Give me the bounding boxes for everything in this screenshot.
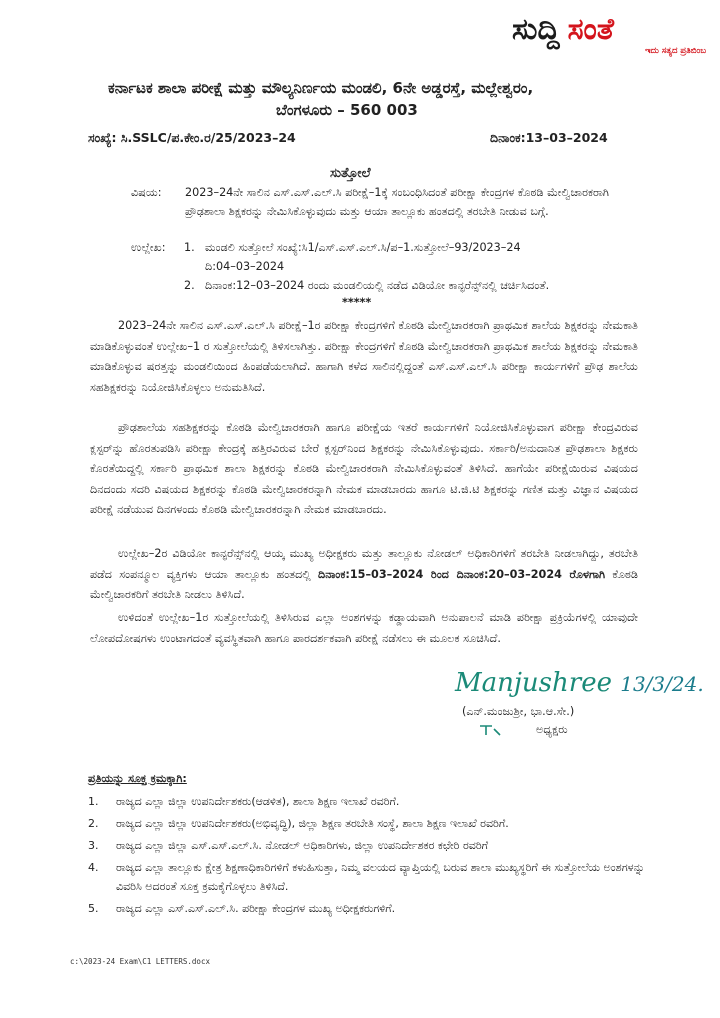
copy-to-item-number: 3. bbox=[88, 839, 99, 852]
copy-to-item bbox=[88, 836, 648, 855]
document-title: ಸುತ್ತೋಲೆ bbox=[330, 166, 371, 181]
copy-to-item-text: ರಾಜ್ಯದ ಎಲ್ಲಾ ತಾಲ್ಲೂಕು ಕ್ಷೇತ್ರ ಶಿಕ್ಷಣಾಧಿಕಾರಿಗಳಿಗೆ ಕಳುಹಿಸುತ್ತಾ, ನಿಮ್ಮ ವಲಯದ ವ್ಯಾಪ್ತಿಯಲ್ಲಿ ಬರುವ ಶಾಲಾ ಮುಖ್ಯಸ್ಥರಿಗೆ ಈ ಸುತ್ತೋಲೆಯ ಅಂಶಗಳನ್ನು ವಿವರಿಸಿ ಅದರಂತೆ ಸೂಕ್ತ ಕ್ರಮಕೈಗೊಳ್ಳಲು ತಿಳಿಸಿದೆ. bbox=[116, 861, 645, 893]
initials-mark bbox=[478, 722, 502, 736]
copy-to-item-number: 2. bbox=[88, 817, 99, 830]
paragraph-4: ಉಳಿದಂತೆ ಉಲ್ಲೇಖ–1ರ ಸುತ್ತೋಲೆಯಲ್ಲಿ ತಿಳಿಸಿರುವ ಎಲ್ಲಾ ಅಂಶಗಳನ್ನು ಕಡ್ಡಾಯವಾಗಿ ಅನುಪಾಲನೆ ಮಾಡಿ ಪರೀಕ್ಷಾ ಪ್ರಕ್ರಿಯೆಗಳಲ್ಲಿ ಯಾವುದೇ ಲೋಪದೋಷಗಳು ಉಂಟಾಗದಂತೆ ವ್ಯವಸ್ಥಿತವಾಗಿ ಹಾಗೂ ಪಾರದರ್ಶಕವಾಗಿ ಪರೀಕ್ಷೆ ನಡೆಸಲು ಈ ಮೂಲಕ ಸೂಚಿಸಿದೆ. bbox=[90, 611, 638, 645]
copy-to-item-number: 5. bbox=[88, 902, 99, 915]
signatory-name: (ಎನ್.ಮಂಜುಶ್ರೀ, ಭಾ.ಆ.ಸೇ.) bbox=[462, 705, 575, 718]
reference-1-number: 1. bbox=[184, 241, 195, 254]
initials-scribble-icon bbox=[478, 723, 502, 737]
paragraph-3-part-b: ಕೊಠಡಿ ಮೇಲ್ವಿಚಾರಕರಿಗೆ ತರಬೇತಿ ನೀಡಲು ತಿಳಿಸಿದೆ. bbox=[90, 567, 638, 601]
copy-to-item bbox=[88, 858, 648, 896]
logo-word-sudhi: ಸುದ್ದಿ bbox=[512, 12, 560, 47]
board-header-line2: ಬೆಂಗಳೂರು – 560 003 bbox=[276, 101, 418, 119]
paragraph-3-part-a: ಉಲ್ಲೇಖ–2ರ ವಿಡಿಯೋ ಕಾನ್ಫರೆನ್ಸ್‌ನಲ್ಲಿ ಆಯ್ಕ ಮುಖ್ಯ ಅಧೀಕ್ಷಕರು ಮತ್ತು ತಾಲ್ಲೂಕು ನೋಡಲ್ ಅಧಿಕಾರಿಗಳಿಗೆ ತರಬೇತಿ ನೀಡಲಾಗಿದ್ದು, ತರಬೇತಿ ಪಡೆದ ಸಂಪನ್ಮೂಲ ವ್ಯಕ್ತಿಗಳು ಆಯಾ ತಾಲ್ಲೂಕು ಹಂತದಲ್ಲಿ bbox=[90, 547, 638, 581]
copy-to-item bbox=[88, 792, 648, 811]
separator-stars: ***** bbox=[342, 296, 372, 309]
paragraph-1: 2023–24ನೇ ಸಾಲಿನ ಎಸ್.ಎಸ್.ಎಲ್.ಸಿ ಪರೀಕ್ಷೆ–1ರ ಪರೀಕ್ಷಾ ಕೇಂದ್ರಗಳಿಗೆ ಕೊಠಡಿ ಮೇಲ್ವಿಚಾರಕರಾಗಿ ಪ್ರಾಥಮಿಕ ಶಾಲೆಯ ಶಿಕ್ಷಕರನ್ನು ನೇಮಕಾತಿ ಮಾಡಿಕೊಳ್ಳುವಂತೆ ಉಲ್ಲೇಖ–1 ರ ಸುತ್ತೋಲೆಯಲ್ಲಿ ತಿಳಿಸಲಾಗಿತ್ತು. ಪರೀಕ್ಷಾ ಕೇಂದ್ರಗಳಿಗೆ ಕೊಠಡಿ ಮೇಲ್ವಿಚಾರಕರಾಗಿ ಪ್ರಾಥಮಿಕ ಶಾಲೆಯ ಶಿಕ್ಷಕರನ್ನು ನೇಮಕಾತಿ ಮಾಡಿಕೊಳ್ಳುವ ಷರತ್ತನ್ನು ಮಂಡಲಿಯಿಂದ ಹಿಂಪಡೆಯಲಾಗಿದೆ. ಹಾಗಾಗಿ ಕಳೆದ ಸಾಲಿನಲ್ಲಿದ್ದಂತೆ ಎಸ್.ಎಸ್.ಎಲ್.ಸಿ ಪರೀಕ್ಷಾ ಕಾರ್ಯಗಳಿಗೆ ಪ್ರೌಢ ಶಾಲೆಯ ಸಹಶಿಕ್ಷಕರನ್ನು ನಿಯೋಜಿಸಿಕೊಳ್ಳಲು ಅನುಮತಿಸಿದೆ. bbox=[90, 319, 638, 394]
paragraph-3 bbox=[90, 544, 638, 606]
copy-to-item bbox=[88, 814, 648, 833]
paragraph-2: ಪ್ರೌಢಶಾಲೆಯ ಸಹಶಿಕ್ಷಕರನ್ನು ಕೊಠಡಿ ಮೇಲ್ವಿಚಾರಕರಾಗಿ ಹಾಗೂ ಪರೀಕ್ಷೆಯ ಇತರೆ ಕಾರ್ಯಗಳಿಗೆ ನಿಯೋಜಿಸಿಕೊಳ್ಳುವಾಗ ಪರೀಕ್ಷಾ ಕೇಂದ್ರವಿರುವ ಕ್ಲಸ್ಟರ್‌ನ್ನು ಹೊರತುಪಡಿಸಿ ಪರೀಕ್ಷಾ ಕೇಂದ್ರಕ್ಕೆ ಹತ್ತಿರವಿರುವ ಬೇರೆ ಕ್ಲಸ್ಟರ್‌ನಿಂದ ಶಿಕ್ಷಕರನ್ನು ನೇಮಿಸಿಕೊಳ್ಳುವುದು. ಸರ್ಕಾರಿ/ಅನುದಾನಿತ ಪ್ರೌಢಶಾಲಾ ಶಿಕ್ಷಕರು ಕೊರತೆಯಿದ್ದಲ್ಲಿ ಸರ್ಕಾರಿ ಪ್ರಾಥಮಿಕ ಶಾಲಾ ಶಿಕ್ಷಕರನ್ನು ಕೊಠಡಿ ಮೇಲ್ವಿಚಾರಕರಾಗಿ ನೇಮಿಸಿಕೊಳ್ಳುವಂತೆ ತಿಳಿಸಿದೆ. ಹಾಗೆಯೇ ಪರೀಕ್ಷೆಯಿರುವ ವಿಷಯದ ದಿನದಂದು ಸದರಿ ವಿಷಯದ ಶಿಕ್ಷಕರನ್ನು ಕೊಠಡಿ ಮೇಲ್ವಿಚಾರಕರನ್ನಾಗಿ ನೇಮಕ ಮಾಡಬಾರದು ಹಾಗೂ ಟಿ.ಜಿ.ಟಿ ಶಿಕ್ಷಕರನ್ನು ಗಣಿತ ಮತ್ತು ವಿಜ್ಞಾನ ವಿಷಯದ ಪರೀಕ್ಷೆ ನಡೆಯುವ ದಿನಗಳಂದು ಕೊಠಡಿ ಮೇಲ್ವಿಚಾರಕರನ್ನಾಗಿ ನೇಮಕ ಮಾಡಬಾರದು. bbox=[90, 421, 638, 516]
reference-2-text: ದಿನಾಂಕ:12–03–2024 ರಂದು ಮಂಡಲಿಯಲ್ಲಿ ನಡೆದ ವಿಡಿಯೋ ಕಾನ್ಫರೆನ್ಸ್‌ನಲ್ಲಿ ಚರ್ಚಿಸಿದಂತೆ. bbox=[205, 279, 550, 292]
footer-file-path: c:\2023-24 Exam\C1 LETTERS.docx bbox=[70, 957, 210, 966]
signature-date: 13/3/24. bbox=[620, 672, 704, 696]
logo-tagline: ಇದು ಸತ್ಯದ ಪ್ರತಿಬಿಂಬ bbox=[645, 46, 706, 56]
circular-reference-number: ಸಂಖ್ಯೆ: ಸಿ.SSLC/ಪ.ಕೇಂ.ರ/25/2023–24 bbox=[88, 130, 296, 145]
reference-1-line2: ದಿ:04–03–2024 bbox=[205, 260, 285, 273]
copy-to-item-text: ರಾಜ್ಯದ ಎಲ್ಲಾ ಜಿಲ್ಲಾ ಉಪನಿರ್ದೇಶಕರು(ಅಭಿವೃದ್ಧಿ), ಜಿಲ್ಲಾ ಶಿಕ್ಷಣ ತರಬೇತಿ ಸಂಸ್ಥೆ, ಶಾಲಾ ಶಿಕ್ಷಣ ಇಲಾಖೆ ರವರಿಗೆ. bbox=[116, 817, 509, 830]
copy-to-item-text: ರಾಜ್ಯದ ಎಲ್ಲಾ ಜಿಲ್ಲಾ ಎಸ್.ಎಸ್.ಎಲ್.ಸಿ. ನೋಡಲ್ ಅಧಿಕಾರಿಗಳು, ಜಿಲ್ಲಾ ಉಪನಿರ್ದೇಶಕರ ಕಛೇರಿ ರವರಿಗೆ bbox=[116, 839, 489, 852]
copy-to-item bbox=[88, 899, 648, 918]
reference-2-number: 2. bbox=[184, 279, 195, 292]
signatory-designation: ಅಧ್ಯಕ್ಷರು bbox=[536, 723, 568, 736]
handwritten-signature bbox=[455, 668, 704, 698]
copy-to-item-text: ರಾಜ್ಯದ ಎಲ್ಲಾ ಜಿಲ್ಲಾ ಉಪನಿರ್ದೇಶಕರು(ಆಡಳಿತ), ಶಾಲಾ ಶಿಕ್ಷಣ ಇಲಾಖೆ ರವರಿಗೆ. bbox=[116, 795, 400, 808]
signature-scrawl: Manjushree bbox=[455, 668, 612, 698]
subject-label: ವಿಷಯ: bbox=[131, 186, 162, 199]
copy-to-heading: ಪ್ರತಿಯನ್ನು ಸೂಕ್ತ ಕ್ರಮಕ್ಕಾಗಿ: bbox=[88, 772, 187, 785]
logo-title bbox=[512, 14, 712, 46]
circular-date: ದಿನಾಂಕ:13–03–2024 bbox=[490, 130, 608, 145]
copy-to-item-number: 1. bbox=[88, 795, 99, 808]
subject-text: 2023–24ನೇ ಸಾಲಿನ ಎಸ್.ಎಸ್.ಎಲ್.ಸಿ ಪರೀಕ್ಷೆ–1ಕ್ಕೆ ಸಂಬಂಧಿಸಿದಂತೆ ಪರೀಕ್ಷಾ ಕೇಂದ್ರಗಳ ಕೊಠಡಿ ಮೇಲ್ವಿಚಾರಕರಾಗಿ ಪ್ರೌಢಶಾಲಾ ಶಿಕ್ಷಕರನ್ನು ನೇಮಿಸಿಕೊಳ್ಳುವುದು ಮತ್ತು ಆಯಾ ತಾಲ್ಲೂಕು ಹಂತದಲ್ಲಿ ತರಬೇತಿ ನೀಡುವ ಬಗ್ಗೆ. bbox=[185, 186, 610, 218]
sudhi-santhe-logo bbox=[512, 14, 712, 60]
copy-to-list bbox=[88, 792, 648, 918]
training-date-range: ದಿನಾಂಕ:15–03–2024 ರಿಂದ ದಿನಾಂಕ:20–03–2024 ರೊಳಗಾಗಿ bbox=[318, 567, 606, 581]
references-label: ಉಲ್ಲೇಖ: bbox=[131, 241, 166, 254]
logo-word-santhe: ಸಂತೆ bbox=[567, 12, 614, 47]
copy-to-item-text: ರಾಜ್ಯದ ಎಲ್ಲಾ ಎಸ್.ಎಸ್.ಎಲ್.ಸಿ. ಪರೀಕ್ಷಾ ಕೇಂದ್ರಗಳ ಮುಖ್ಯ ಅಧೀಕ್ಷಕರುಗಳಿಗೆ. bbox=[116, 902, 396, 915]
reference-1-line1: ಮಂಡಲಿ ಸುತ್ತೋಲೆ ಸಂಖ್ಯೆ:ಸಿ1/ಎಸ್.ಎಸ್.ಎಲ್.ಸಿ/ಪ–1.ಸುತ್ತೋಲೆ–93/2023–24 bbox=[205, 241, 521, 254]
reference-1-text bbox=[205, 238, 635, 276]
board-header-line1: ಕರ್ನಾಟಕ ಶಾಲಾ ಪರೀಕ್ಷೆ ಮತ್ತು ಮೌಲ್ಯನಿರ್ಣಯ ಮಂಡಲಿ, 6ನೇ ಅಡ್ಡರಸ್ತೆ, ಮಲ್ಲೇಶ್ವರಂ, bbox=[108, 79, 534, 97]
copy-to-item-number: 4. bbox=[88, 861, 99, 874]
